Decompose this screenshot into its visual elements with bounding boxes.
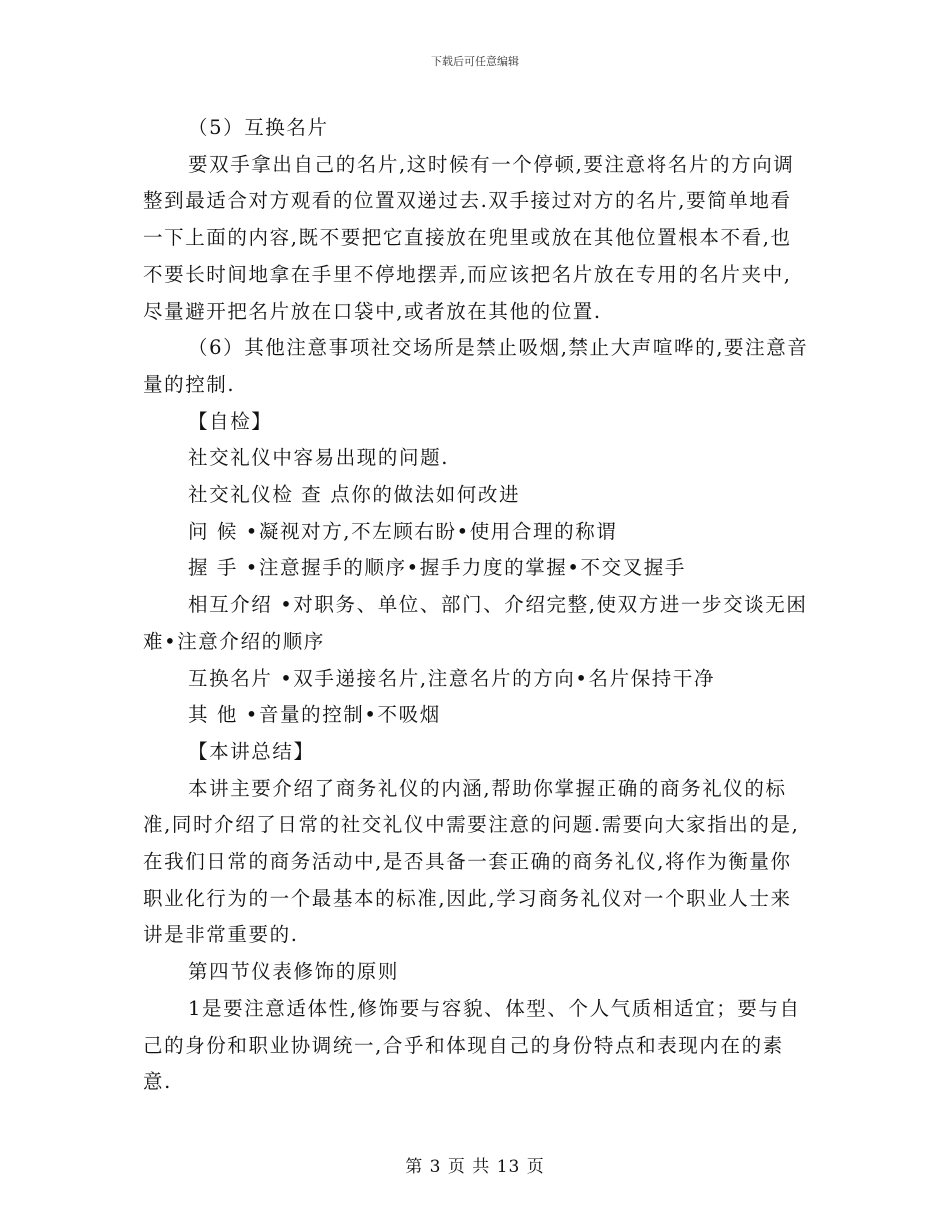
heading-exchange-cards: （5）互换名片 xyxy=(188,116,329,139)
document-body xyxy=(143,110,809,1101)
checklist-item-handshake: 握 手 •注意握手的顺序•握手力度的掌握•不交叉握手 xyxy=(188,556,687,580)
paragraph-common-problems: 社交礼仪中容易出现的问题. xyxy=(188,446,449,470)
paragraph-other-notes: （6）其他注意事项社交场所是禁止吸烟,禁止大声喧哗的,要注意音量的控制. xyxy=(143,336,809,396)
paragraph-exchange-cards: 要双手拿出自己的名片,这时候有一个停顿,要注意将名片的方向调整到最适合对方观看的位置双递过去.双手接过对方的名片,要简单地看一下上面的内容,既不要把它直接放在兜里或放在其他位置根本不看,也不要长时间地拿在手里不停地摆弄,而应该把名片放在专用的名片夹中,尽量避开把名片放在口袋中,或者放在其他的位置. xyxy=(143,152,795,323)
section-title: 第四节仪表修饰的原则 xyxy=(188,960,400,984)
checklist-item-introduction: 相互介绍 •对职务、单位、部门、介绍完整,使双方进一步交谈无困难•注意介绍的顺序 xyxy=(143,593,808,653)
checklist-header: 社交礼仪检 查 点你的做法如何改进 xyxy=(188,483,521,507)
checklist-item-greeting: 问 候 •凝视对方,不左顾右盼•使用合理的称谓 xyxy=(188,519,618,543)
paragraph-principle-1: 1是要注意适体性,修饰要与容貌、体型、个人气质相适宜；要与自己的身份和职业协调统一,合乎和体现自己的身份特点和表现内在的素意. xyxy=(143,996,801,1094)
checklist-item-card-exchange: 互换名片 •双手递接名片,注意名片的方向•名片保持干净 xyxy=(188,666,716,690)
page-number: 第 3 页 共 13 页 xyxy=(405,1157,545,1177)
heading-summary: 【本讲总结】 xyxy=(188,739,315,763)
paragraph-summary: 本讲主要介绍了商务礼仪的内涵,帮助你掌握正确的商务礼仪的标准,同时介绍了日常的社交礼仪中需要注意的问题.需要向大家指出的是,在我们日常的商务活动中,是否具备一套正确的商务礼仪,将作为衡量你职业化行为的一个最基本的标准,因此,学习商务礼仪对一个职业人士来讲是非常重要的. xyxy=(143,776,800,947)
checklist-item-other: 其 他 •音量的控制•不吸烟 xyxy=(188,703,441,727)
page-header: 下载后可任意编辑 xyxy=(431,55,519,68)
heading-self-check: 【自检】 xyxy=(188,409,273,433)
